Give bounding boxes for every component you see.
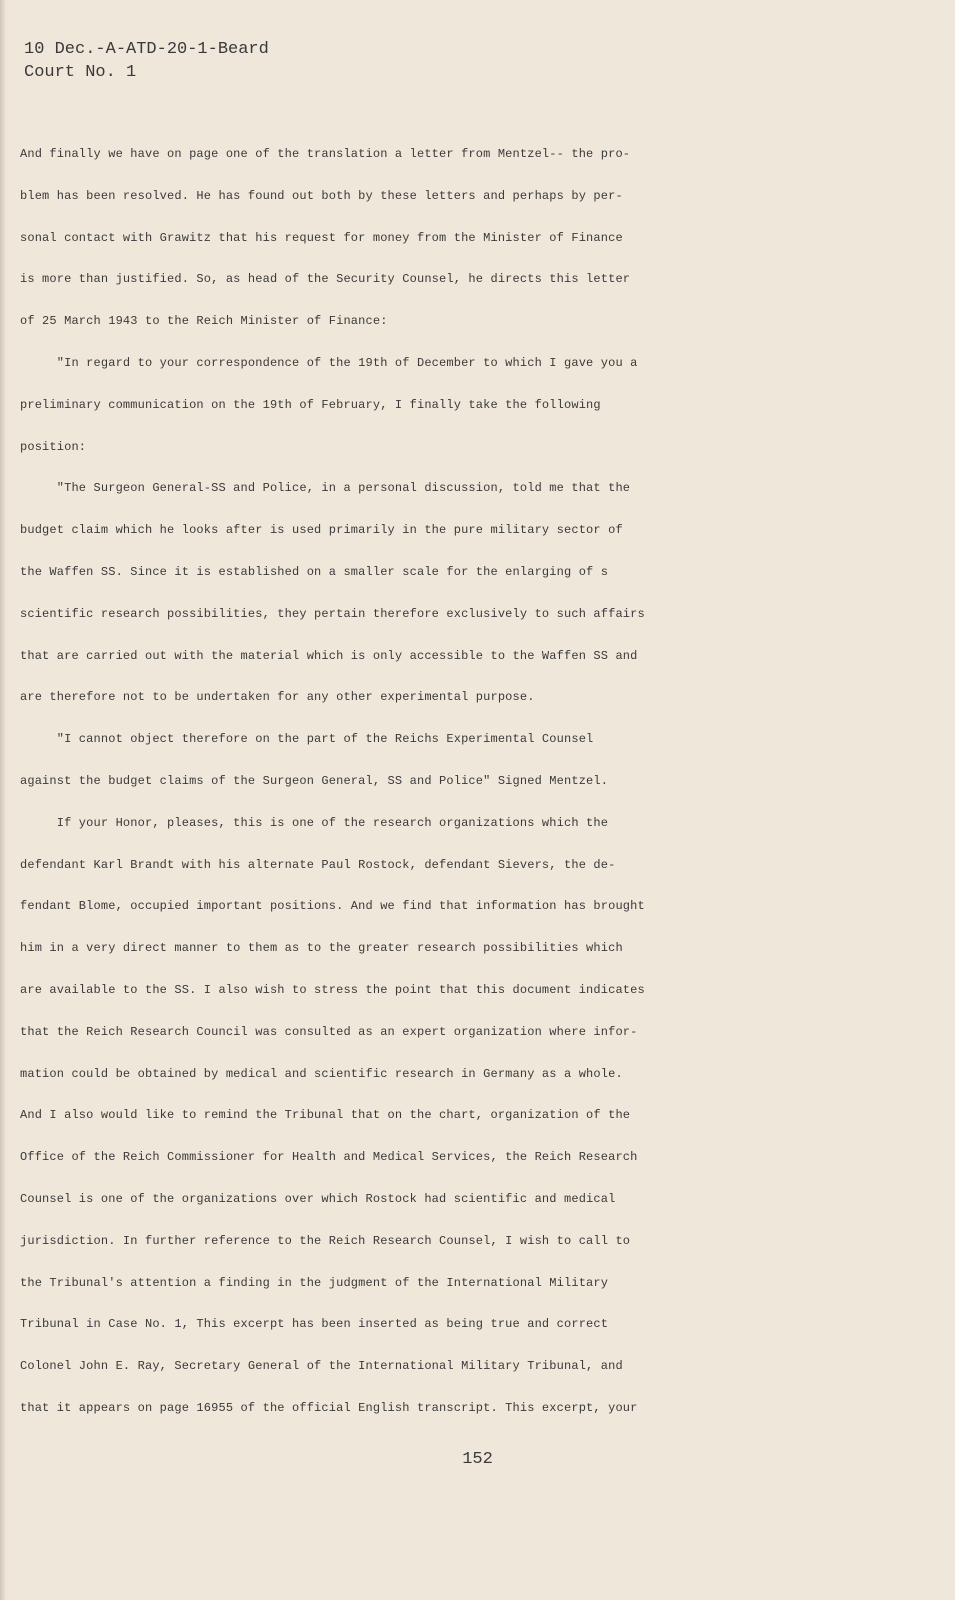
text-line: scientific research possibilities, they pertain therefore exclusively to such affairs — [20, 606, 645, 621]
text-line: jurisdiction. In further reference to the Reich Research Counsel, I wish to call to — [20, 1233, 631, 1248]
text-line: Office of the Reich Commissioner for Health and Medical Services, the Reich Research — [20, 1150, 638, 1165]
text-line: fendant Blome, occupied important positions. And we find that information has brought — [20, 899, 645, 914]
text-line: against the budget claims of the Surgeon General, SS and Police" Signed Mentzel. — [20, 773, 609, 788]
text-line: that it appears on page 16955 of the official English transcript. This excerpt, your — [20, 1400, 638, 1415]
page-edge-shadow — [0, 0, 6, 1600]
transcript-body — [20, 134, 935, 1430]
header-session-ref: 10 Dec.-A-ATD-20-1-Beard — [24, 40, 269, 59]
text-line: the Tribunal's attention a finding in the judgment of the International Military — [20, 1275, 609, 1290]
text-line: "In regard to your correspondence of the 19th of December to which I gave you a — [20, 355, 638, 370]
text-line: Colonel John E. Ray, Secretary General of the International Military Tribunal, and — [20, 1359, 623, 1374]
text-line: Counsel is one of the organizations over which Rostock had scientific and medical — [20, 1191, 616, 1206]
document-header — [24, 38, 269, 84]
text-line: sonal contact with Grawitz that his request for money from the Minister of Finance — [20, 230, 623, 245]
text-line: mation could be obtained by medical and scientific research in Germany as a whole. — [20, 1066, 623, 1081]
text-line: Tribunal in Case No. 1, This excerpt has been inserted as being true and correct — [20, 1317, 609, 1332]
text-line: is more than justified. So, as head of the Security Counsel, he directs this letter — [20, 272, 631, 287]
text-line: And I also would like to remind the Tribunal that on the chart, organization of the — [20, 1108, 631, 1123]
text-line: "I cannot object therefore on the part of the Reichs Experimental Counsel — [20, 732, 594, 747]
text-line: preliminary communication on the 19th of February, I finally take the following — [20, 397, 601, 412]
text-line: that the Reich Research Council was consulted as an expert organization where infor- — [20, 1024, 638, 1039]
text-line: him in a very direct manner to them as to the greater research possibilities which — [20, 941, 623, 956]
text-line: defendant Karl Brandt with his alternate Paul Rostock, defendant Sievers, the de- — [20, 857, 616, 872]
header-court-number: Court No. 1 — [24, 63, 137, 82]
text-line: that are carried out with the material which is only accessible to the Waffen SS and — [20, 648, 638, 663]
text-line: budget claim which he looks after is used primarily in the pure military sector of — [20, 523, 623, 538]
text-line: are available to the SS. I also wish to stress the point that this document indicates — [20, 982, 645, 997]
text-line: are therefore not to be undertaken for any other experimental purpose. — [20, 690, 535, 705]
text-line: blem has been resolved. He has found out both by these letters and perhaps by per- — [20, 188, 623, 203]
text-line: position: — [20, 439, 87, 454]
text-line: If your Honor, pleases, this is one of the research organizations which the — [20, 815, 609, 830]
text-line: the Waffen SS. Since it is established on a smaller scale for the enlarging of s — [20, 564, 609, 579]
text-line: And finally we have on page one of the translation a letter from Mentzel-- the pro- — [20, 147, 631, 161]
text-line: "The Surgeon General-SS and Police, in a personal discussion, told me that the — [20, 481, 631, 496]
page-number: 152 — [462, 1450, 493, 1469]
text-line: of 25 March 1943 to the Reich Minister of Finance: — [20, 314, 388, 329]
